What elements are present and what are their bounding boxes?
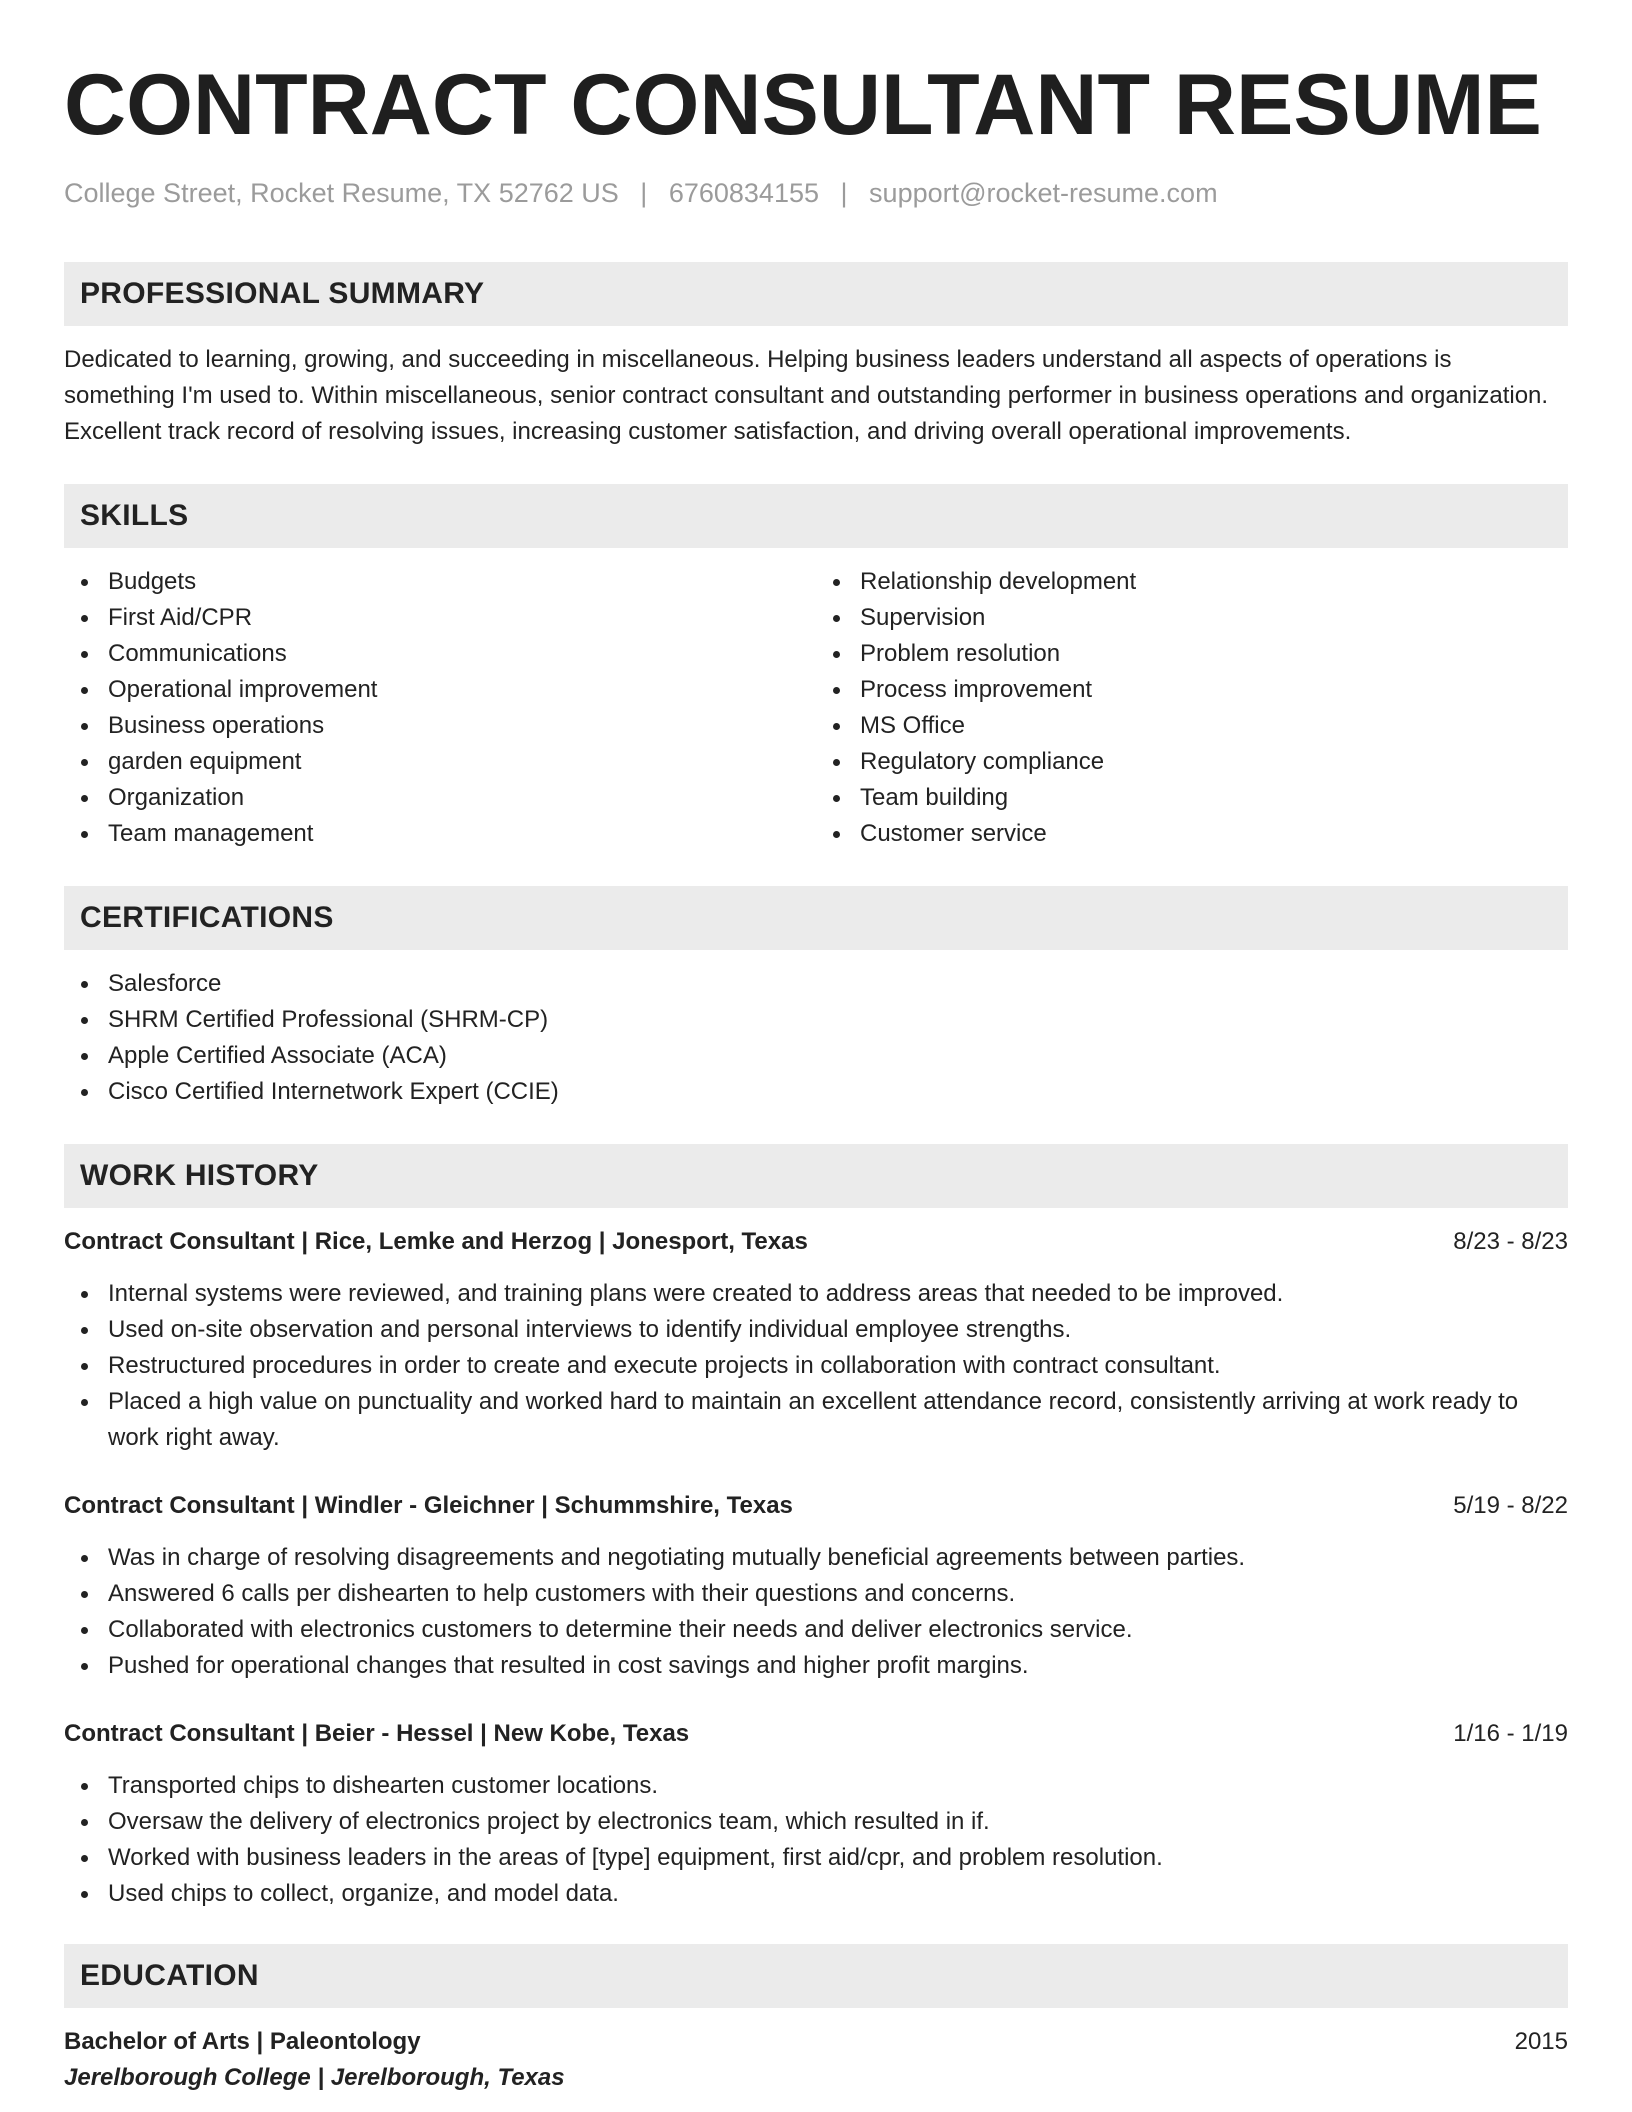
job-bullet: Restructured procedures in order to create and execute projects in collaboration with contract consultant.	[108, 1348, 1568, 1384]
job-title: Contract Consultant | Windler - Gleichner | Schummshire, Texas	[64, 1492, 793, 1519]
skill-item: Supervision	[860, 600, 1568, 636]
skill-item: Relationship development	[860, 564, 1568, 600]
work-history-list	[64, 1224, 1568, 1912]
certifications-heading: CERTIFICATIONS	[64, 886, 1568, 950]
job-bullet: Used on-site observation and personal interviews to identify individual employee strengths.	[108, 1312, 1568, 1348]
job-dates: 8/23 - 8/23	[1453, 1228, 1568, 1255]
education-school: Jerelborough College | Jerelborough, Texas	[64, 2064, 565, 2091]
education-entry	[64, 2024, 1568, 2060]
job-title: Contract Consultant | Rice, Lemke and Herzog | Jonesport, Texas	[64, 1228, 808, 1255]
work-history-heading: WORK HISTORY	[64, 1144, 1568, 1208]
contact-separator: |	[640, 178, 648, 208]
certifications-list	[64, 966, 1568, 1110]
education-degree: Bachelor of Arts | Paleontology	[64, 2028, 421, 2055]
skill-item: Customer service	[860, 816, 1568, 852]
job-header	[64, 1716, 1568, 1752]
job-entry	[64, 1224, 1568, 1456]
skill-item: MS Office	[860, 708, 1568, 744]
contact-separator: |	[840, 178, 848, 208]
job-bullet: Was in charge of resolving disagreements and negotiating mutually beneficial agreements between parties.	[108, 1540, 1568, 1576]
job-dates: 1/16 - 1/19	[1453, 1720, 1568, 1747]
contact-line	[64, 178, 1568, 209]
job-bullet: Placed a high value on punctuality and worked hard to maintain an excellent attendance record, consistently arriving at work ready to work right away.	[108, 1384, 1568, 1456]
skill-item: Team building	[860, 780, 1568, 816]
contact-email: support@rocket-resume.com	[869, 178, 1218, 208]
summary-heading: PROFESSIONAL SUMMARY	[64, 262, 1568, 326]
skill-item: Communications	[108, 636, 816, 672]
job-bullet: Used chips to collect, organize, and model data.	[108, 1876, 1568, 1912]
job-bullet: Worked with business leaders in the areas of [type] equipment, first aid/cpr, and problem resolution.	[108, 1840, 1568, 1876]
job-bullet: Oversaw the delivery of electronics project by electronics team, which resulted in if.	[108, 1804, 1568, 1840]
education-heading: EDUCATION	[64, 1944, 1568, 2008]
skill-item: Team management	[108, 816, 816, 852]
skill-item: Regulatory compliance	[860, 744, 1568, 780]
skills-column-left	[64, 564, 816, 852]
skill-item: First Aid/CPR	[108, 600, 816, 636]
certification-item: SHRM Certified Professional (SHRM-CP)	[108, 1002, 1568, 1038]
skills-heading: SKILLS	[64, 484, 1568, 548]
job-entry	[64, 1488, 1568, 1684]
certification-item: Apple Certified Associate (ACA)	[108, 1038, 1568, 1074]
job-bullet: Pushed for operational changes that resulted in cost savings and higher profit margins.	[108, 1648, 1568, 1684]
job-bullets	[64, 1768, 1568, 1912]
skill-item: Problem resolution	[860, 636, 1568, 672]
job-bullet: Internal systems were reviewed, and training plans were created to address areas that needed to be improved.	[108, 1276, 1568, 1312]
job-dates: 5/19 - 8/22	[1453, 1492, 1568, 1519]
job-title: Contract Consultant | Beier - Hessel | New Kobe, Texas	[64, 1720, 690, 1747]
job-header	[64, 1224, 1568, 1260]
resume-title: CONTRACT CONSULTANT RESUME	[64, 57, 1542, 153]
skill-item: Process improvement	[860, 672, 1568, 708]
job-bullets	[64, 1540, 1568, 1684]
contact-address: College Street, Rocket Resume, TX 52762 US	[64, 178, 619, 208]
job-bullet: Collaborated with electronics customers to determine their needs and deliver electronics service.	[108, 1612, 1568, 1648]
skill-item: garden equipment	[108, 744, 816, 780]
skills-list	[64, 564, 1568, 852]
skill-item: Operational improvement	[108, 672, 816, 708]
contact-phone: 6760834155	[668, 178, 819, 208]
skills-column-right	[816, 564, 1568, 852]
skill-item: Organization	[108, 780, 816, 816]
skill-item: Business operations	[108, 708, 816, 744]
skill-item: Budgets	[108, 564, 816, 600]
education-year: 2015	[1514, 2028, 1568, 2055]
job-bullets	[64, 1276, 1568, 1456]
job-header	[64, 1488, 1568, 1524]
job-entry	[64, 1716, 1568, 1912]
certification-item: Cisco Certified Internetwork Expert (CCIE)	[108, 1074, 1568, 1110]
certification-item: Salesforce	[108, 966, 1568, 1002]
summary-text: Dedicated to learning, growing, and succeeding in miscellaneous. Helping business leaders understand all aspects of operations is something I'm used to. Within miscellaneous, senior contract consultant and outstanding performer in business operations and organization. Excellent track record of resolving issues, increasing customer satisfaction, and driving overall operational improvements.	[64, 346, 1549, 445]
job-bullet: Answered 6 calls per dishearten to help customers with their questions and concerns.	[108, 1576, 1568, 1612]
job-bullet: Transported chips to dishearten customer locations.	[108, 1768, 1568, 1804]
